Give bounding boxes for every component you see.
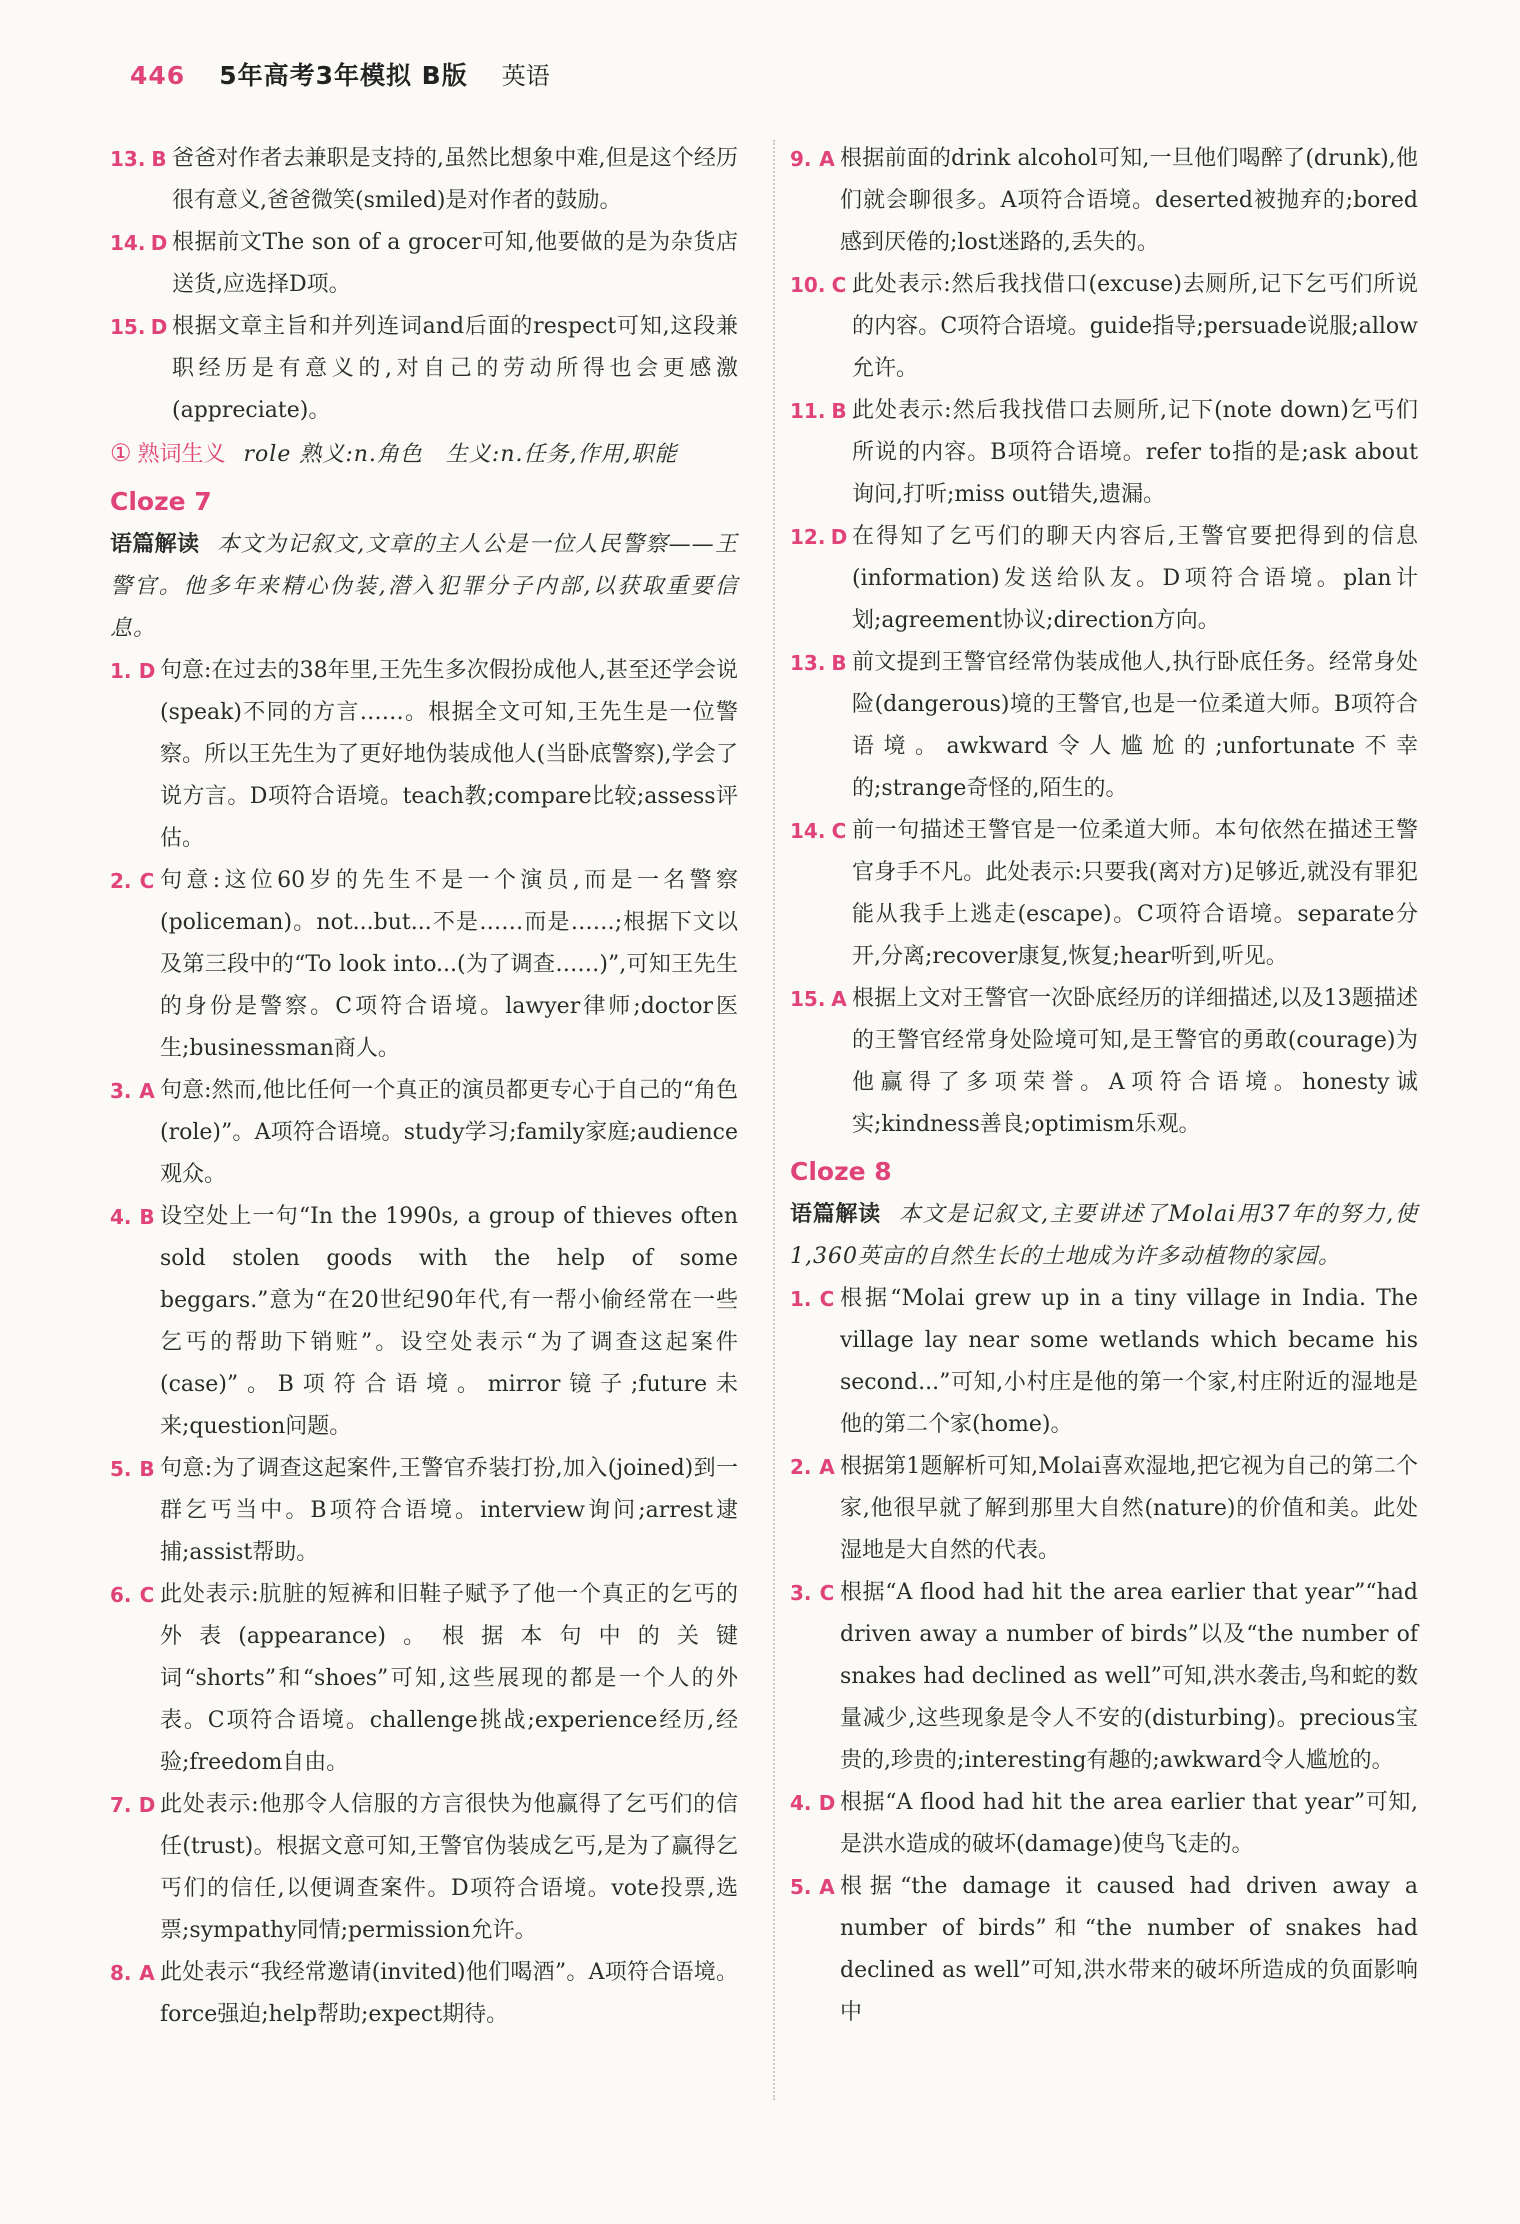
answer-item: [790, 1572, 1418, 1782]
item-number: 1.: [790, 1287, 812, 1311]
item-answer: B: [151, 147, 167, 171]
item-number: 6.: [110, 1583, 132, 1607]
answer-item: [790, 1866, 1418, 2034]
cloze-8-summary: [790, 1194, 1418, 1278]
item-explanation: 句意:然而,他比任何一个真正的演员都更专心于自己的“角色(role)”。A项符合语境。study学习;family家庭;audience观众。: [160, 1078, 738, 1187]
answer-item: [110, 1784, 738, 1952]
answer-item: [790, 390, 1418, 516]
item-number: 2.: [790, 1455, 812, 1479]
item-number: 8.: [110, 1961, 132, 1985]
item-answer: A: [819, 147, 835, 171]
summary-text: 本文是记叙文,主要讲述了Molai用37年的努力,使1,360英亩的自然生长的土地成为许多动植物的家园。: [790, 1202, 1418, 1269]
item-explanation: 此处表示:他那令人信服的方言很快为他赢得了乞丐们的信任(trust)。根据文意可知,王警官伪装成乞丐,是为了赢得乞丐们的信任,以便调查案件。D项符合语境。vote投票,选票;sympathy同情;permission允许。: [160, 1792, 738, 1943]
answer-item: [790, 978, 1418, 1146]
answer-item: [110, 1070, 738, 1196]
item-explanation: 句意:为了调查这起案件,王警官乔装打扮,加入(joined)到一群乞丐当中。B项符合语境。interview询问;arrest逮捕;assist帮助。: [160, 1456, 738, 1565]
item-answer: C: [819, 1581, 835, 1605]
item-answer: D: [818, 1791, 836, 1815]
item-number: 9.: [790, 147, 812, 171]
item-answer: D: [138, 1793, 156, 1817]
item-answer: A: [139, 1961, 155, 1985]
item-number: 14.: [110, 231, 146, 255]
answer-item: [110, 1196, 738, 1448]
vocab-note-label: 熟词生义: [137, 442, 226, 467]
item-number: 13.: [110, 147, 146, 171]
item-answer: C: [139, 1583, 155, 1607]
item-answer: A: [819, 1455, 835, 1479]
answer-item: [110, 306, 738, 432]
item-number: 4.: [790, 1791, 812, 1815]
answer-item: [790, 1278, 1418, 1446]
answer-item: [790, 1782, 1418, 1866]
answer-item: [790, 138, 1418, 264]
answer-item: [110, 860, 738, 1070]
item-explanation: 根据“Molai grew up in a tiny village in India. The village lay near some wetlands which became his second...”可知,小村庄是他的第一个家,村庄附近的湿地是他的第二个家(home)。: [840, 1286, 1418, 1437]
item-answer: C: [831, 819, 847, 843]
summary-label: 语篇解读: [790, 1202, 881, 1227]
item-explanation: 根据“A flood had hit the area earlier that year”“had driven away a number of birds”以及“the number of snakes had declined as well”可知,洪水袭击,鸟和蛇的数量减少,这些现象是令人不安的(disturbing)。precious宝贵的,珍贵的;interesting有趣的;awkward令人尴尬的。: [840, 1580, 1418, 1773]
book-title: 5年高考3年模拟 B版: [219, 61, 468, 90]
item-number: 7.: [110, 1793, 132, 1817]
item-number: 3.: [110, 1079, 132, 1103]
item-number: 10.: [790, 273, 826, 297]
page-header: [130, 56, 550, 106]
item-number: 11.: [790, 399, 826, 423]
item-number: 5.: [110, 1457, 132, 1481]
item-answer: C: [831, 273, 847, 297]
item-explanation: 此处表示:然后我找借口去厕所,记下(note down)乞丐们所说的内容。B项符合语境。refer to指的是;ask about询问,打听;miss out错失,遗漏。: [852, 398, 1418, 507]
item-answer: D: [830, 525, 848, 549]
cloze-8-title: Cloze 8: [790, 1157, 892, 1186]
item-answer: D: [138, 659, 156, 683]
left-column: [110, 138, 738, 2036]
item-explanation: 句意:在过去的38年里,王先生多次假扮成他人,甚至还学会说(speak)不同的方言……。根据全文可知,王先生是一位警察。所以王先生为了更好地伪装成他人(当卧底警察),学会了说方言。D项符合语境。teach教;compare比较;assess评估。: [160, 658, 738, 851]
answer-item: [790, 642, 1418, 810]
item-number: 5.: [790, 1875, 812, 1899]
circle-one-icon: ①: [110, 439, 132, 467]
item-answer: D: [150, 315, 168, 339]
item-answer: A: [139, 1079, 155, 1103]
item-number: 2.: [110, 869, 132, 893]
answer-item: [110, 222, 738, 306]
item-explanation: 此处表示“我经常邀请(invited)他们喝酒”。A项符合语境。force强迫;help帮助;expect期待。: [160, 1960, 738, 2027]
item-number: 3.: [790, 1581, 812, 1605]
item-answer: C: [819, 1287, 835, 1311]
item-answer: B: [831, 651, 847, 675]
item-answer: B: [139, 1205, 155, 1229]
summary-label: 语篇解读: [110, 532, 200, 557]
item-explanation: 在得知了乞丐们的聊天内容后,王警官要把得到的信息(information)发送给队友。D项符合语境。plan计划;agreement协议;direction方向。: [852, 524, 1418, 633]
answer-item: [110, 650, 738, 860]
item-number: 1.: [110, 659, 132, 683]
column-divider: [773, 140, 775, 2100]
item-explanation: 前一句描述王警官是一位柔道大师。本句依然在描述王警官身手不凡。此处表示:只要我(离对方)足够近,就没有罪犯能从我手上逃走(escape)。C项符合语境。separate分开,分离;recover康复,恢复;hear听到,听见。: [852, 818, 1418, 969]
item-explanation: 根据第1题解析可知,Molai喜欢湿地,把它视为自己的第二个家,他很早就了解到那里大自然(nature)的价值和美。此处湿地是大自然的代表。: [840, 1454, 1418, 1563]
item-explanation: 根据文章主旨和并列连词and后面的respect可知,这段兼职经历是有意义的,对自己的劳动所得也会更感激(appreciate)。: [172, 314, 738, 423]
item-explanation: 根据“A flood had hit the area earlier that year”可知,是洪水造成的破坏(damage)使鸟飞走的。: [840, 1790, 1418, 1857]
item-answer: D: [150, 231, 168, 255]
item-answer: A: [831, 987, 847, 1011]
item-number: 13.: [790, 651, 826, 675]
item-answer: B: [139, 1457, 155, 1481]
answer-item: [110, 1952, 738, 2036]
answer-item: [790, 810, 1418, 978]
answer-item: [790, 516, 1418, 642]
vocab-note: [110, 432, 738, 476]
item-number: 15.: [790, 987, 826, 1011]
item-answer: A: [819, 1875, 835, 1899]
right-column: [790, 138, 1418, 2034]
item-explanation: 爸爸对作者去兼职是支持的,虽然比想象中难,但是这个经历很有意义,爸爸微笑(smiled)是对作者的鼓励。: [172, 146, 738, 213]
item-explanation: 前文提到王警官经常伪装成他人,执行卧底任务。经常身处险(dangerous)境的王警官,也是一位柔道大师。B项符合语境。awkward令人尴尬的;unfortunate不幸的;strange奇怪的,陌生的。: [852, 650, 1418, 801]
answer-item: [790, 264, 1418, 390]
item-number: 14.: [790, 819, 826, 843]
item-number: 4.: [110, 1205, 132, 1229]
answer-item: [110, 138, 738, 222]
answer-item: [790, 1446, 1418, 1572]
item-number: 12.: [790, 525, 826, 549]
item-explanation: 根据“the damage it caused had driven away a number of birds”和“the number of snakes had declined as well”可知,洪水带来的破坏所造成的负面影响中: [840, 1874, 1418, 2025]
item-explanation: 根据前面的drink alcohol可知,一旦他们喝醉了(drunk),他们就会聊很多。A项符合语境。deserted被抛弃的;bored感到厌倦的;lost迷路的,丢失的。: [840, 146, 1418, 255]
item-answer: C: [139, 869, 155, 893]
item-answer: B: [831, 399, 847, 423]
answer-item: [110, 1448, 738, 1574]
item-explanation: 此处表示:肮脏的短裤和旧鞋子赋予了他一个真正的乞丐的外表(appearance)。根据本句中的关键词“shorts”和“shoes”可知,这些展现的都是一个人的外表。C项符合语境。challenge挑战;experience经历,经验;freedom自由。: [160, 1582, 738, 1775]
subject-label: 英语: [501, 62, 550, 90]
cloze-7-summary: [110, 524, 738, 650]
answer-item: [110, 1574, 738, 1784]
item-number: 15.: [110, 315, 146, 339]
item-explanation: 此处表示:然后我找借口(excuse)去厕所,记下乞丐们所说的内容。C项符合语境。guide指导;persuade说服;allow允许。: [852, 272, 1418, 381]
item-explanation: 设空处上一句“In the 1990s, a group of thieves often sold stolen goods with the help of some beggars.”意为“在20世纪90年代,有一帮小偷经常在一些乞丐的帮助下销赃”。设空处表示“为了调查这起案件(case)”。B项符合语境。mirror镜子;future未来;question问题。: [160, 1204, 738, 1439]
item-explanation: 根据前文The son of a grocer可知,他要做的是为杂货店送货,应选择D项。: [172, 230, 738, 297]
summary-text: 本文为记叙文,文章的主人公是一位人民警察——王警官。他多年来精心伪装,潜入犯罪分子内部,以获取重要信息。: [110, 532, 738, 641]
cloze-7-title: Cloze 7: [110, 487, 212, 516]
vocab-note-text: role 熟义:n.角色 生义:n.任务,作用,职能: [243, 442, 678, 467]
item-explanation: 根据上文对王警官一次卧底经历的详细描述,以及13题描述的王警官经常身处险境可知,是王警官的勇敢(courage)为他赢得了多项荣誉。A项符合语境。honesty诚实;kindness善良;optimism乐观。: [852, 986, 1418, 1137]
page-number: 446: [130, 61, 186, 90]
item-explanation: 句意:这位60岁的先生不是一个演员,而是一名警察(policeman)。not...but...不是……而是……;根据下文以及第三段中的“To look into...(为了调查……)”,可知王先生的身份是警察。C项符合语境。lawyer律师;doctor医生;businessman商人。: [160, 868, 738, 1061]
